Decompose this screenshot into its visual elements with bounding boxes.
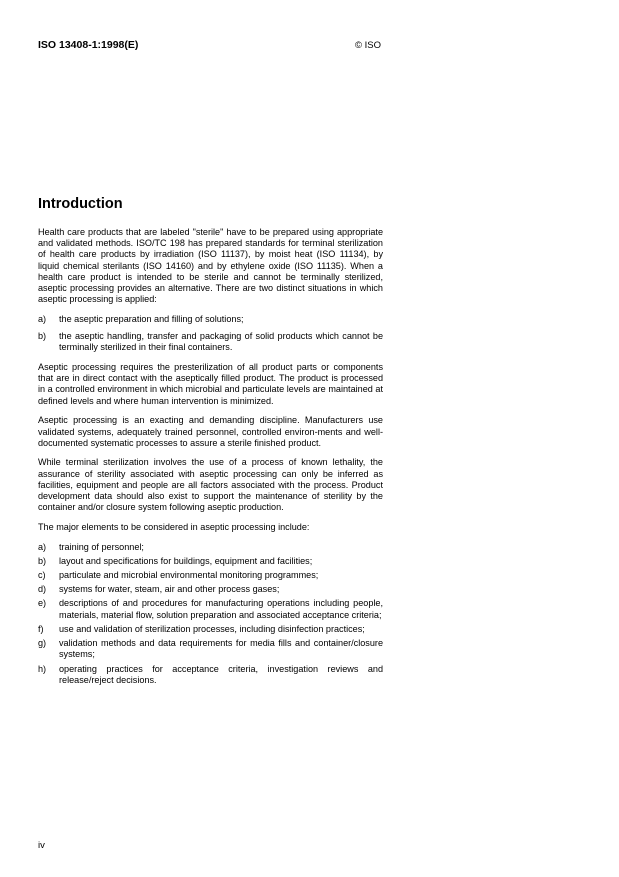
list-item-text: training of personnel;: [59, 541, 144, 552]
list-item-label: h): [38, 663, 47, 674]
page-number: iv: [38, 840, 45, 851]
list-item: [38, 598, 383, 620]
list-item: [38, 542, 383, 553]
list-item-label: e): [38, 598, 47, 609]
list-item-label: g): [38, 638, 47, 649]
list-item: [38, 570, 383, 581]
situations-list: [38, 314, 383, 354]
paragraph: Aseptic processing requires the presterilization of all product parts or components that are in direct contact with the aseptically filled product. The product is processed in a controlled environment in which microbial and particulate levels are maintained at defined levels and where human intervention is minimized.: [38, 362, 383, 406]
paragraph: While terminal sterilization involves the use of a process of known lethality, the assurance of sterility associated with aseptic processing can only be inferred as facilities, equipment and people are all factors associated with the process. Product development data should also exist to support the maintenance of sterility by the container and/or closure system following aseptic production.: [38, 457, 383, 513]
list-item: [38, 331, 383, 353]
list-item: [38, 556, 383, 567]
body-text: [38, 227, 383, 694]
paragraph: Health care products that are labeled "sterile" have to be prepared using appropriate and validated methods. ISO/TC 198 has prepared standards for terminal sterilization of health care products by irradiation (ISO 11137), by moist heat (ISO 11134), by liquid chemical sterilants (ISO 14160) and by ethylene oxide (ISO 11135). When a health care product is intended to be sterile and cannot be terminally sterilized, aseptic processing provides an alternative. There are two distinct situations in which aseptic processing is applied:: [38, 227, 383, 305]
copyright-notice: © ISO: [355, 40, 382, 51]
list-item: [38, 624, 383, 635]
list-item-text: use and validation of sterilization processes, including disinfection practices;: [59, 623, 365, 634]
list-item-text: the aseptic handling, transfer and packaging of solid products which cannot be terminally sterilized in their final containers.: [59, 331, 383, 353]
list-item-label: d): [38, 584, 47, 595]
elements-list: [38, 542, 383, 686]
paragraph: The major elements to be considered in aseptic processing include:: [38, 521, 310, 532]
list-item-text: operating practices for acceptance criteria, investigation reviews and release/reject decisions.: [59, 663, 383, 685]
section-title: Introduction: [38, 196, 123, 212]
list-item: [38, 638, 383, 660]
list-item-label: a): [38, 541, 47, 552]
list-item-text: descriptions of and procedures for manufacturing operations including people, materials, material flow, solution preparation and associated acceptance criteria;: [59, 598, 383, 620]
list-item-label: f): [38, 623, 44, 634]
list-item: [38, 314, 383, 325]
list-item-label: c): [38, 570, 46, 581]
list-item-label: b): [38, 331, 47, 342]
list-item: [38, 664, 383, 686]
list-item: [38, 584, 383, 595]
list-item-text: the aseptic preparation and filling of solutions;: [59, 313, 244, 324]
list-item-text: systems for water, steam, air and other process gases;: [59, 584, 280, 595]
list-item-text: layout and specifications for buildings, equipment and facilities;: [59, 555, 313, 566]
list-item-text: validation methods and data requirements for media fills and container/closure systems;: [59, 638, 383, 660]
document-id: ISO 13408-1:1998(E): [38, 39, 139, 51]
paragraph: Aseptic processing is an exacting and demanding discipline. Manufacturers use validated systems, adequately trained personnel, controlled environ-ments and well-documented systematic processes to assure a sterile finished product.: [38, 415, 383, 448]
list-item-label: a): [38, 313, 47, 324]
list-item-text: particulate and microbial environmental monitoring programmes;: [59, 570, 319, 581]
list-item-label: b): [38, 555, 47, 566]
